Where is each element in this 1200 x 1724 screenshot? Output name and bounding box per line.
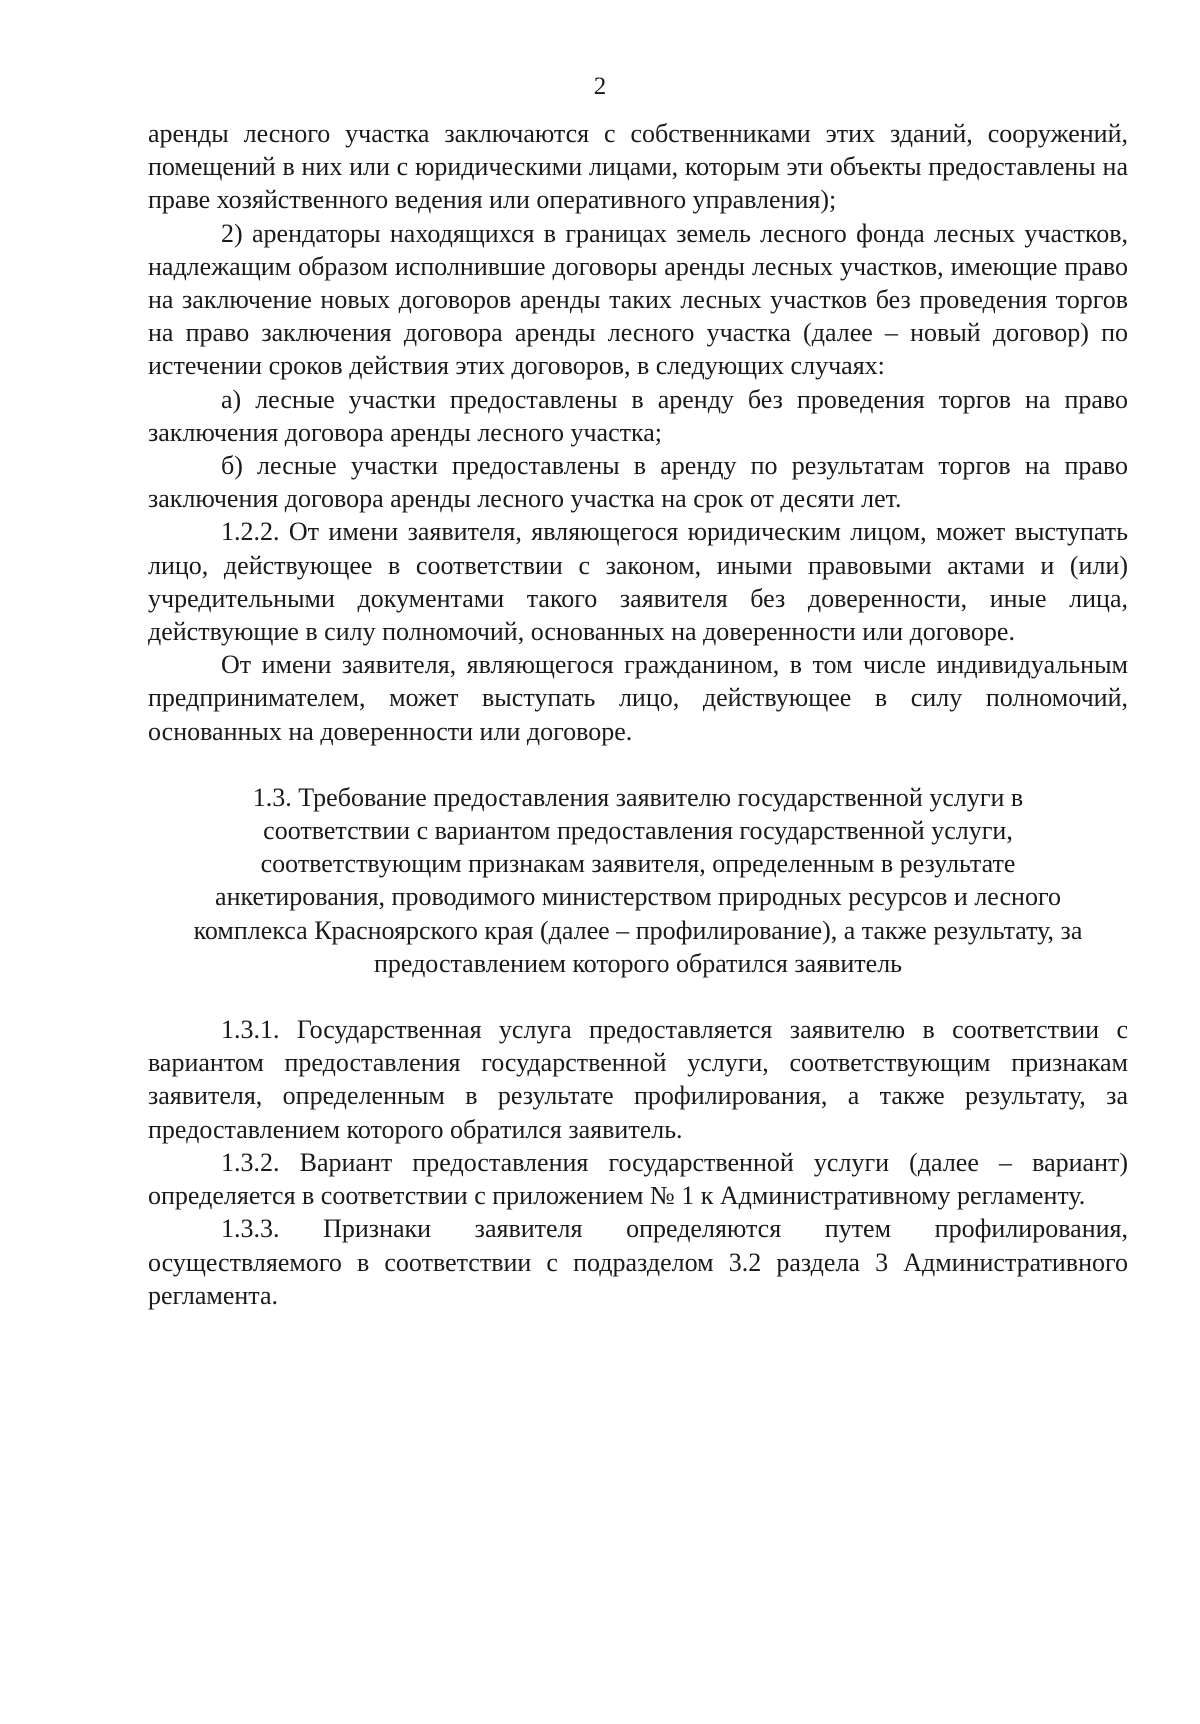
- document-body: [148, 117, 1128, 1312]
- section-heading-1-3: 1.3. Требование предоставления заявителю государственной услуги в соответствии с вариантом предоставления государственной услуги, соответствующим признакам заявителя, определенным в результате анкетирования, проводимого министерством природных ресурсов и лесного комплекса Красноярского края (далее – профилирование), а также результату, за предоставлением которого обратился заявитель: [193, 782, 1083, 978]
- paragraph-item-a: а) лесные участки предоставлены в аренду без проведения торгов на право заключения договора аренды лесного участка;: [148, 384, 1128, 447]
- paragraph-1-3-3: 1.3.3. Признаки заявителя определяются путем профилирования, осуществляемого в соответствии с подразделом 3.2 раздела 3 Административного регламента.: [148, 1214, 1128, 1310]
- paragraph-citizen-representative: От имени заявителя, являющегося гражданином, в том числе индивидуальным предпринимателем, может выступать лицо, действующее в силу полномочий, основанных на доверенности или договоре.: [148, 650, 1128, 746]
- page-number: 2: [593, 73, 607, 100]
- paragraph-1-3-1: 1.3.1. Государственная услуга предоставляется заявителю в соответствии с вариантом предоставления государственной услуги, соответствующим признакам заявителя, определенным в результате профилирования, а также результату, за предоставлением которого обратился заявитель.: [148, 1015, 1128, 1144]
- paragraph-item-2: 2) арендаторы находящихся в границах земель лесного фонда лесных участков, надлежащим образом исполнившие договоры аренды лесных участков, имеющие право на заключение новых договоров аренды таких лесных участков без проведения торгов на право заключения договора аренды лесного участка (далее – новый договор) по истечении сроков действия этих договоров, в следующих случаях:: [148, 218, 1128, 381]
- paragraph-continuation: аренды лесного участка заключаются с собственниками этих зданий, сооружений, помещений в них или с юридическими лицами, которым эти объекты предоставлены на праве хозяйственного ведения или оперативного управления);: [148, 119, 1128, 215]
- paragraph-item-b: б) лесные участки предоставлены в аренду по результатам торгов на право заключения договора аренды лесного участка на срок от десяти лет.: [148, 451, 1128, 514]
- paragraph-1-3-2: 1.3.2. Вариант предоставления государственной услуги (далее – вариант) определяется в соответствии с приложением № 1 к Административному регламенту.: [148, 1147, 1128, 1211]
- paragraph-1-2-2: 1.2.2. От имени заявителя, являющегося юридическим лицом, может выступать лицо, действующее в соответствии с законом, иными правовыми актами и (или) учредительными документами такого заявителя без доверенности, иные лица, действующие в силу полномочий, основанных на доверенности или договоре.: [148, 517, 1128, 647]
